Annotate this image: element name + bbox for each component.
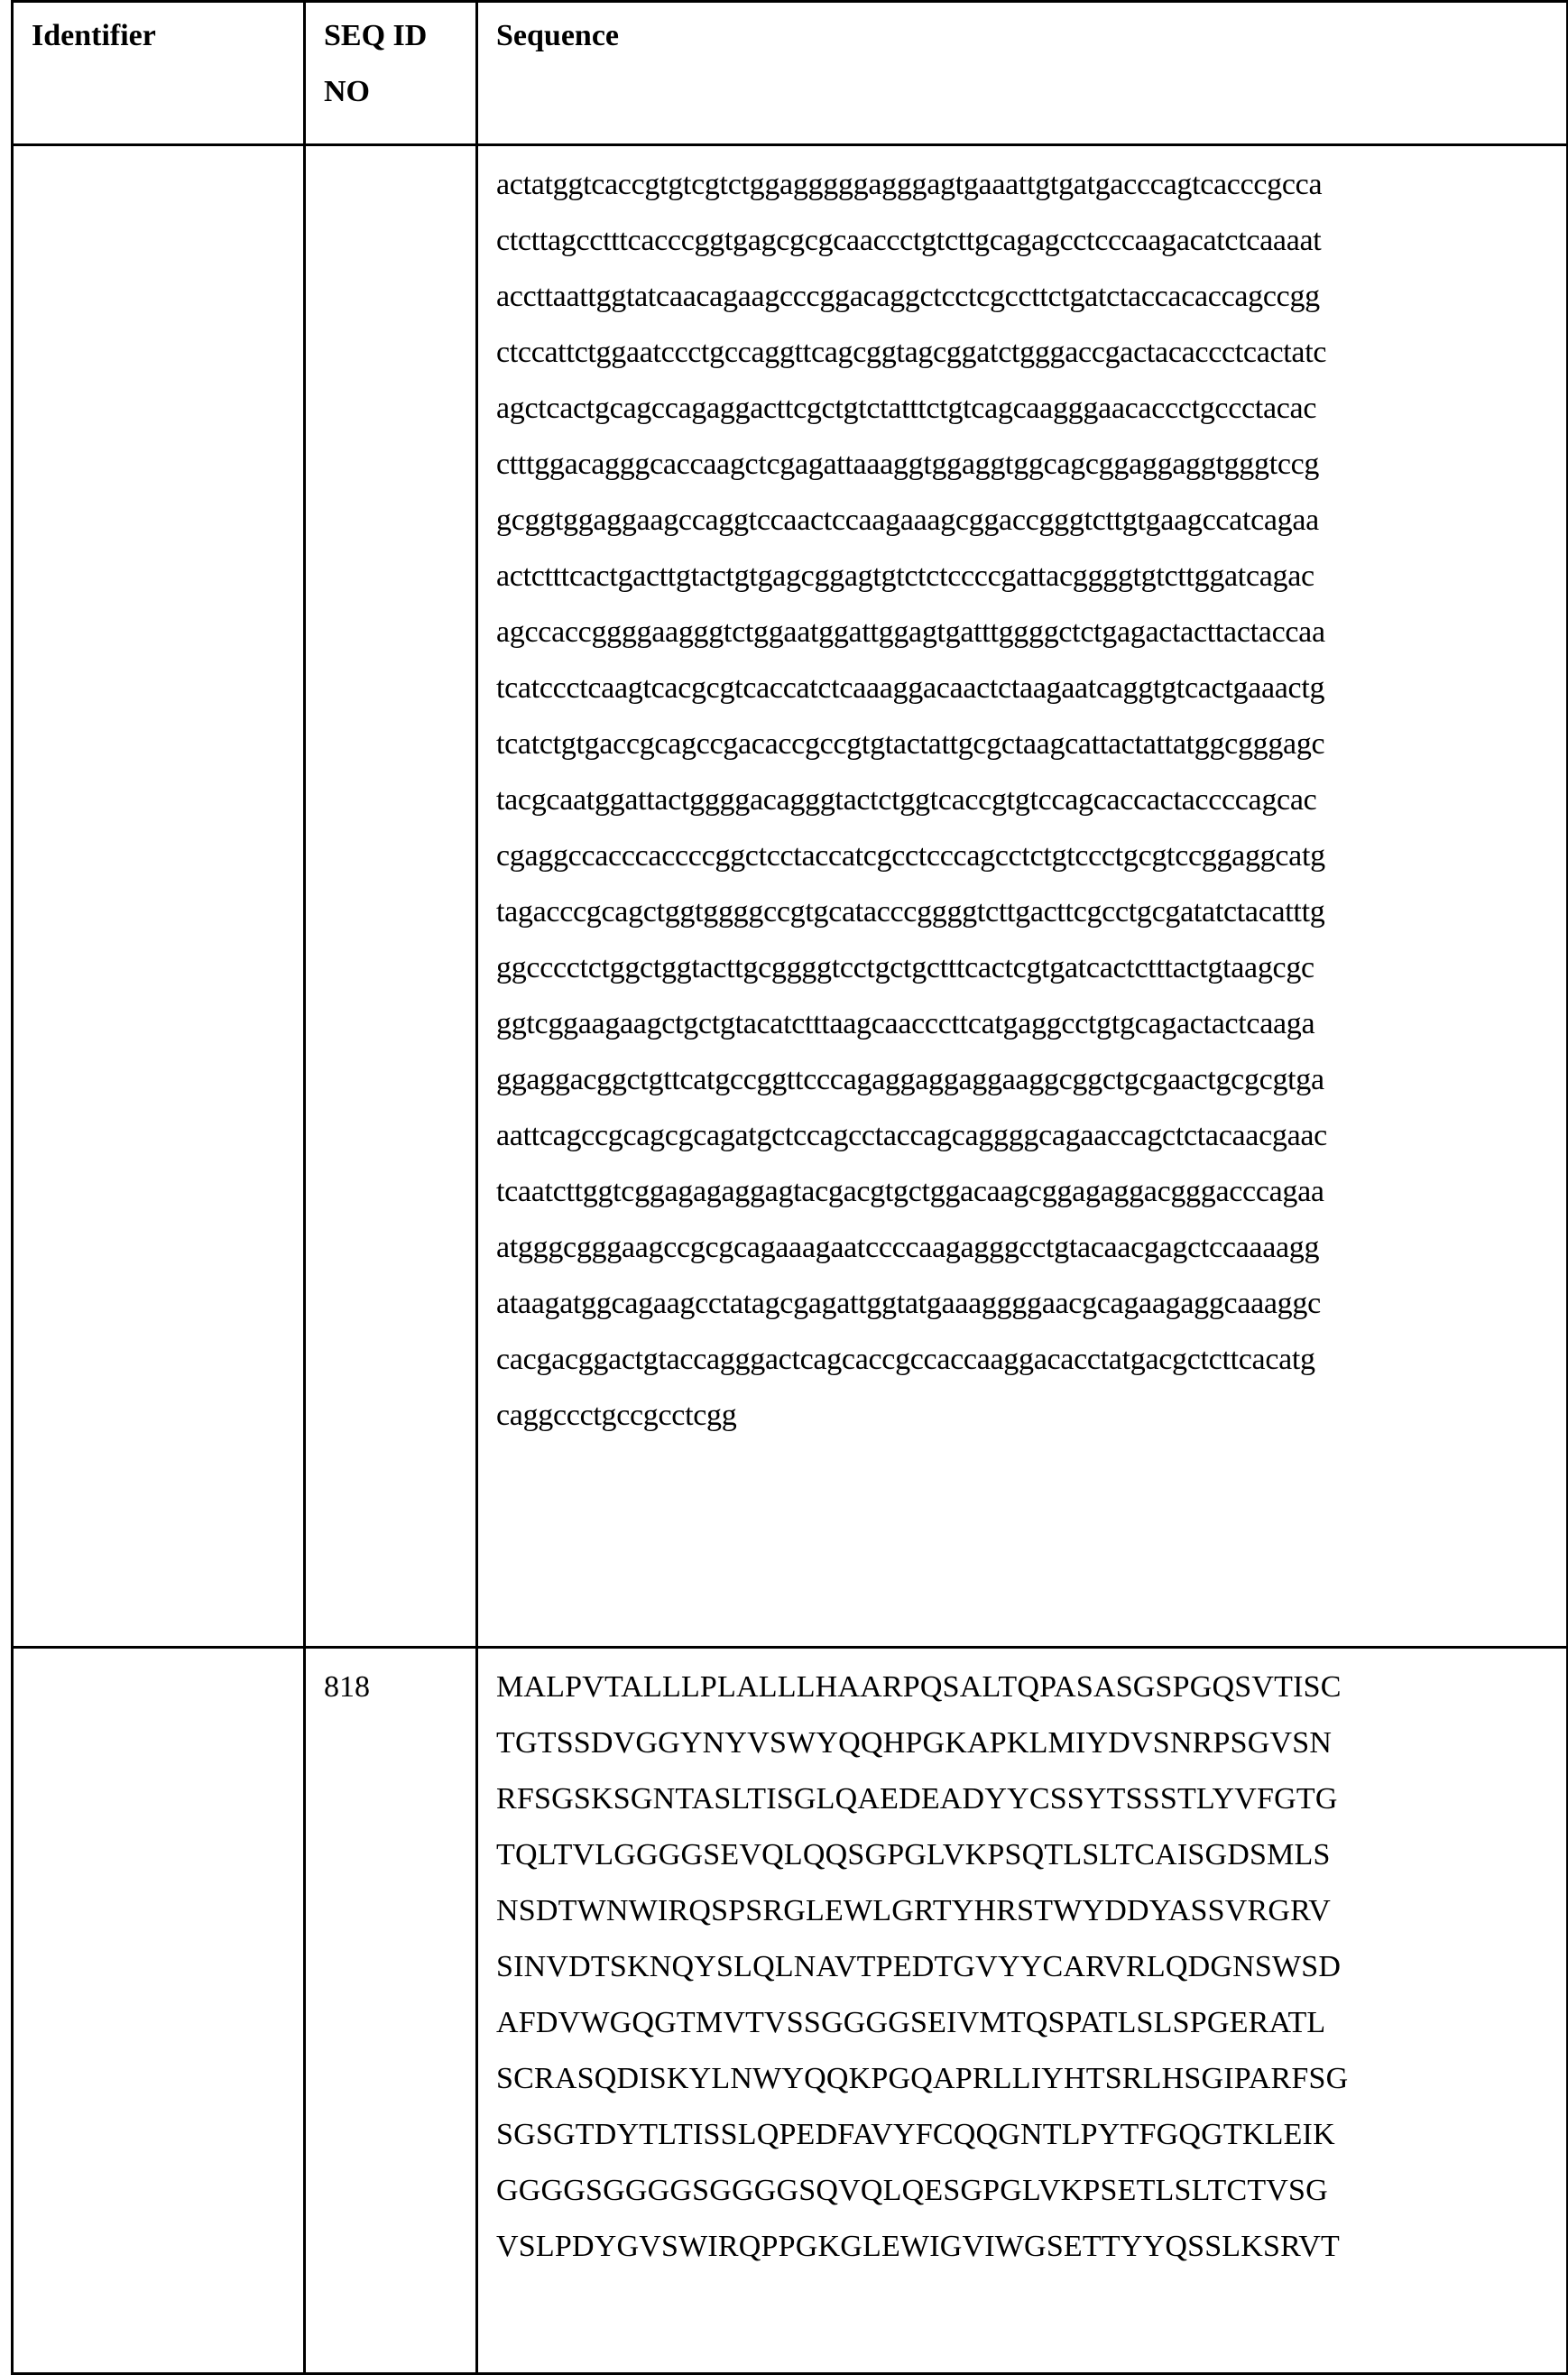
sequence-line: cgaggccacccaccccggctcctaccatcgcctcccagcctctgtccctgcgtccggaggcatg <box>496 828 1557 884</box>
sequence-line: AFDVWGQGTMVTVSSGGGGSEIVMTQSPATLSLSPGERATL <box>496 1995 1557 2051</box>
sequence-line: cacgacggactgtaccagggactcagcaccgccaccaaggacacctatgacgctcttcacatg <box>496 1332 1557 1388</box>
header-seq-id-no: SEQ ID NO <box>305 2 477 145</box>
sequence-line: NSDTWNWIRQSPSRGLEWLGRTYHRSTWYDDYASSVRGRV <box>496 1883 1557 1939</box>
table-row <box>13 145 1568 1648</box>
sequence-line: accttaattggtatcaacagaagcccggacaggctcctcgccttctgatctaccacaccagccgg <box>496 269 1557 325</box>
seq-id-cell: 818 <box>305 1648 477 2374</box>
header-row <box>13 2 1568 145</box>
identifier-cell <box>13 1648 305 2374</box>
sequence-table <box>11 0 1568 2375</box>
sequence-line: SGSGTDYTLTISSLQPEDFAVYFCQQGNTLPYTFGQGTKLEIK <box>496 2107 1557 2163</box>
sequence-line: ggaggacggctgttcatgccggttcccagaggaggaggaaggcggctgcgaactgcgcgtga <box>496 1052 1557 1108</box>
sequence-line: ctccattctggaatccctgccaggttcagcggtagcggatctgggaccgactacaccctcactatc <box>496 325 1557 381</box>
sequence-line: ggtcggaagaagctgctgtacatctttaagcaacccttcatgaggcctgtgcagactactcaaga <box>496 996 1557 1052</box>
sequence-line: agccaccggggaagggtctggaatggattggagtgatttggggctctgagactacttactaccaa <box>496 605 1557 661</box>
sequence-line: ctcttagcctttcacccggtgagcgcgcaaccctgtcttgcagagcctcccaagacatctcaaaat <box>496 213 1557 269</box>
sequence-line: ataagatggcagaagcctatagcgagattggtatgaaaggggaacgcagaagaggcaaaggc <box>496 1276 1557 1332</box>
sequence-line: agctcactgcagccagaggacttcgctgtctatttctgtcagcaagggaacaccctgccctacac <box>496 381 1557 437</box>
sequence-line: ctttggacagggcaccaagctcgagattaaaggtggaggtggcagcggaggaggtgggtccg <box>496 437 1557 493</box>
sequence-line: actctttcactgacttgtactgtgagcggagtgtctctccccgattacggggtgtcttggatcagac <box>496 549 1557 605</box>
sequence-line: tcatctgtgaccgcagccgacaccgccgtgtactattgcgctaagcattactattatggcgggagc <box>496 716 1557 772</box>
sequence-line: RFSGSKSGNTASLTISGLQAEDEADYYCSSYTSSSTLYVFGTG <box>496 1771 1557 1827</box>
sequence-line: gcggtggaggaagccaggtccaactccaagaaagcggaccgggtcttgtgaagccatcagaa <box>496 493 1557 549</box>
sequence-cell <box>477 1648 1568 2374</box>
sequence-line: TQLTVLGGGGSEVQLQQSGPGLVKPSQTLSLTCAISGDSMLS <box>496 1827 1557 1883</box>
seq-id-cell <box>305 145 477 1648</box>
sequence-line: tacgcaatggattactggggacagggtactctggtcaccgtgtccagcaccactaccccagcac <box>496 772 1557 828</box>
sequence-line: SINVDTSKNQYSLQLNAVTPEDTGVYYCARVRLQDGNSWSD <box>496 1939 1557 1995</box>
header-identifier: Identifier <box>13 2 305 145</box>
sequence-line: GGGGSGGGGSGGGGSQVQLQESGPGLVKPSETLSLTCTVSG <box>496 2163 1557 2219</box>
sequence-line: tagacccgcagctggtggggccgtgcatacccggggtcttgacttcgcctgcgatatctacatttg <box>496 884 1557 940</box>
sequence-line: TGTSSDVGGYNYVSWYQQHPGKAPKLMIYDVSNRPSGVSN <box>496 1715 1557 1771</box>
sequence-line: SCRASQDISKYLNWYQQKPGQAPRLLIYHTSRLHSGIPARFSG <box>496 2051 1557 2107</box>
sequence-line: aattcagccgcagcgcagatgctccagcctaccagcaggggcagaaccagctctacaacgaac <box>496 1108 1557 1164</box>
sequence-cell <box>477 145 1568 1648</box>
identifier-cell <box>13 145 305 1648</box>
sequence-line: tcaatcttggtcggagagaggagtacgacgtgctggacaagcggagaggacgggacccagaa <box>496 1164 1557 1220</box>
sequence-line: tcatccctcaagtcacgcgtcaccatctcaaaggacaactctaagaatcaggtgtcactgaaactg <box>496 661 1557 716</box>
sequence-line: caggccctgccgcctcgg <box>496 1388 1557 1444</box>
header-sequence: Sequence <box>477 2 1568 145</box>
sequence-line: atgggcgggaagccgcgcagaaagaatccccaagagggcctgtacaacgagctccaaaagg <box>496 1220 1557 1276</box>
sequence-line: ggcccctctggctggtacttgcggggtcctgctgctttcactcgtgatcactctttactgtaagcgc <box>496 940 1557 996</box>
table-row <box>13 1648 1568 2374</box>
sequence-line: VSLPDYGVSWIRQPPGKGLEWIGVIWGSETTYYQSSLKSRVT <box>496 2219 1557 2275</box>
sequence-line: MALPVTALLLPLALLLHAARPQSALTQPASASGSPGQSVTISC <box>496 1659 1557 1715</box>
sequence-line: actatggtcaccgtgtcgtctggagggggagggagtgaaattgtgatgacccagtcacccgcca <box>496 157 1557 213</box>
